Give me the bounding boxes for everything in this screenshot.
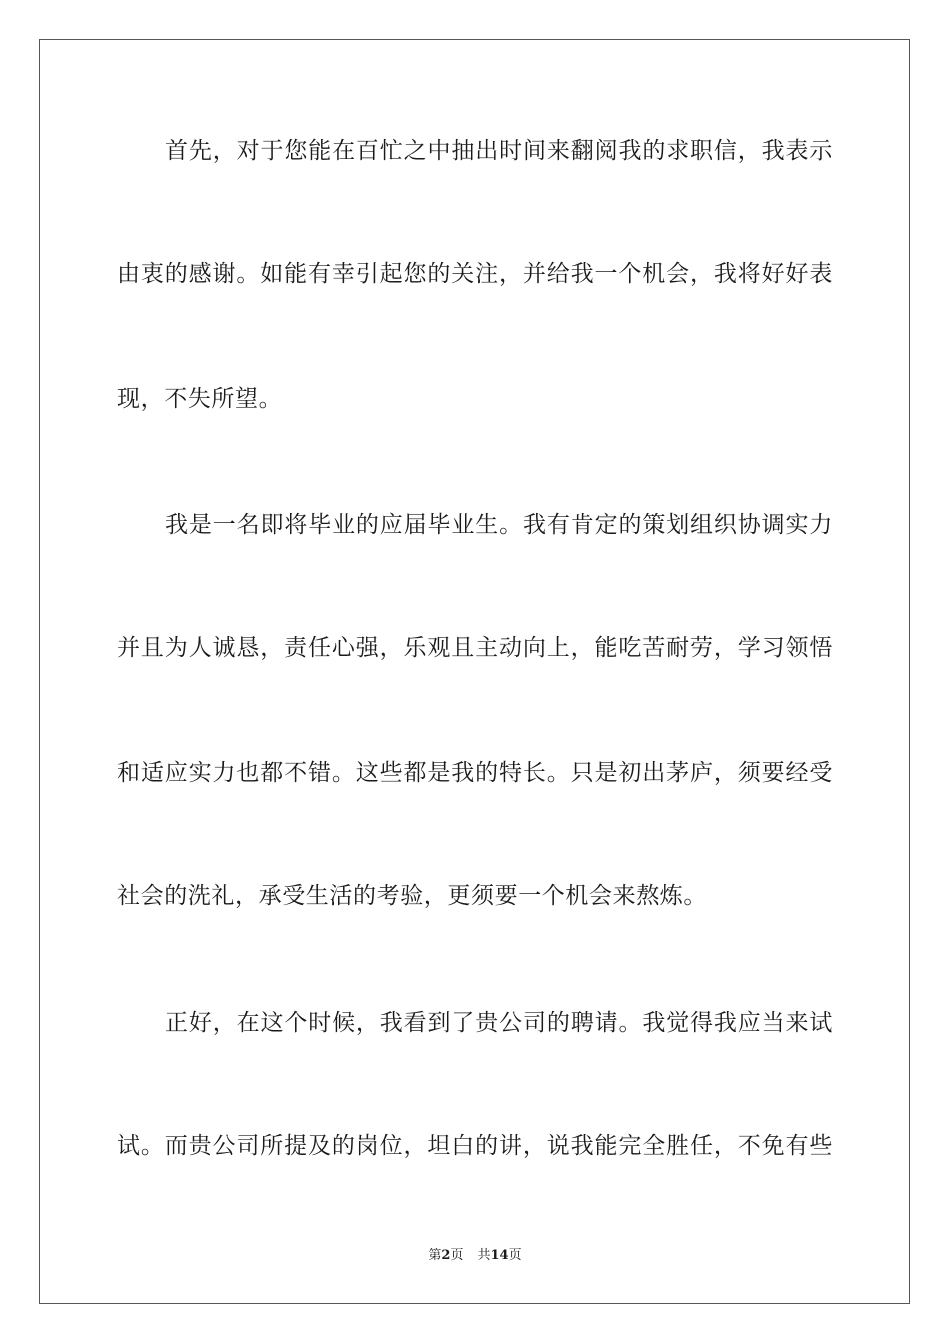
paragraph-1-line-2: 由衷的感谢。如能有幸引起您的关注，并给我一个机会，我将好好表 xyxy=(117,261,833,287)
page-footer xyxy=(0,1247,950,1265)
page-border xyxy=(39,39,910,1304)
total-suffix: 页 xyxy=(508,1248,522,1263)
paragraph-1-line-3: 现，不失所望。 xyxy=(117,386,283,412)
paragraph-2-line-2: 并且为人诚恳，责任心强，乐观且主动向上，能吃苦耐劳，学习领悟 xyxy=(117,635,833,661)
page-prefix: 第 xyxy=(428,1248,442,1263)
paragraph-3-line-1: 正好，在这个时候，我看到了贵公司的聘请。我觉得我应当来试 xyxy=(165,1010,833,1036)
page-suffix: 页 xyxy=(450,1248,464,1263)
total-prefix: 共 xyxy=(477,1248,491,1263)
paragraph-2-line-1: 我是一名即将毕业的应届毕业生。我有肯定的策划组织协调实力 xyxy=(165,512,833,538)
page-current: 2 xyxy=(441,1248,451,1263)
paragraph-1-line-1: 首先，对于您能在百忙之中抽出时间来翻阅我的求职信，我表示 xyxy=(165,138,833,164)
page-total: 14 xyxy=(490,1248,509,1263)
paragraph-2-line-4: 社会的洗礼，承受生活的考验，更须要一个机会来熬炼。 xyxy=(117,883,707,909)
paragraph-3-line-2: 试。而贵公司所提及的岗位，坦白的讲，说我能完全胜任，不免有些 xyxy=(117,1133,833,1159)
paragraph-2-line-3: 和适应实力也都不错。这些都是我的特长。只是初出茅庐，须要经受 xyxy=(117,760,833,786)
